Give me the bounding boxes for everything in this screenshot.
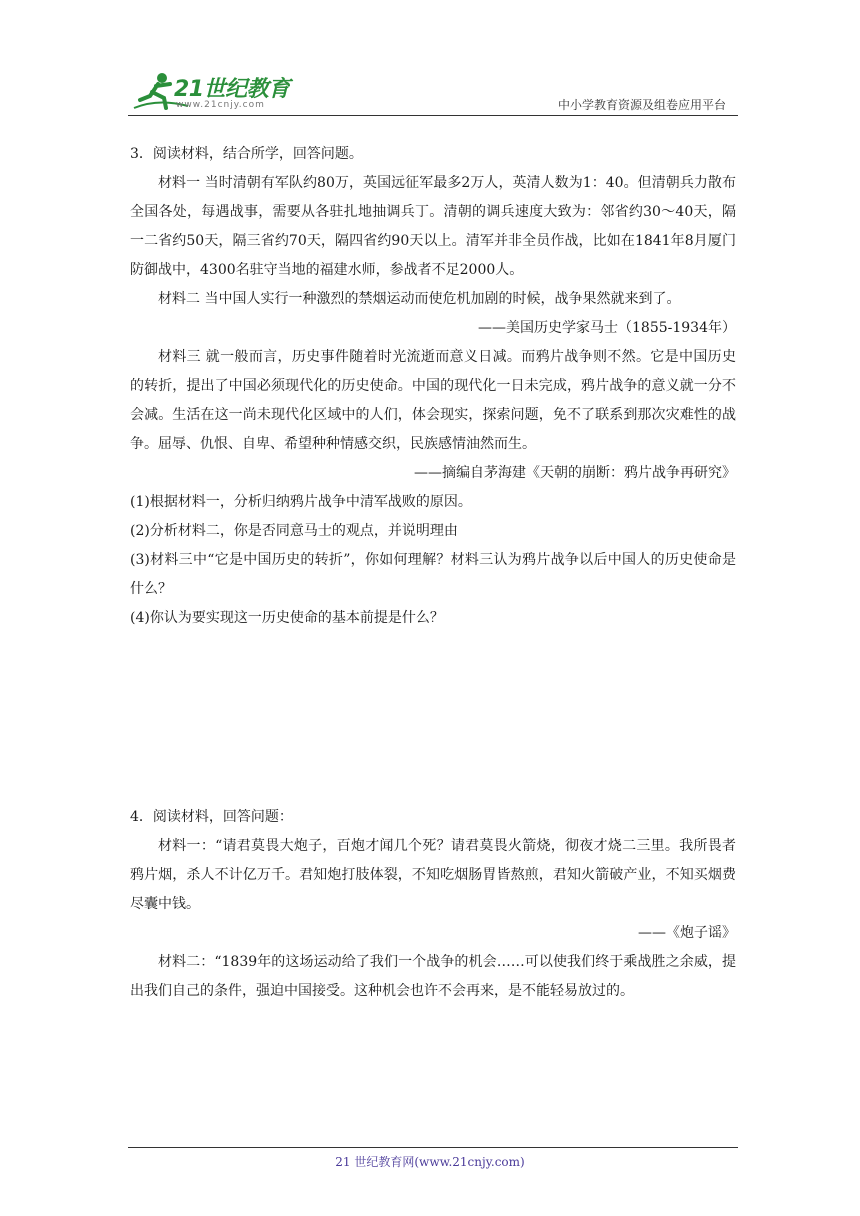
q3-material-2: 材料二 当中国人实行一种激烈的禁烟运动而使危机加剧的时候，战争果然就来到了。 [158, 291, 681, 307]
q3-sub-1: (1)根据材料一，分析归纳鸦片战争中清军战败的原因。 [130, 494, 472, 510]
header-divider [128, 115, 738, 116]
q3-sub-4: (4)你认为要实现这一历史使命的基本前提是什么？ [130, 610, 444, 626]
document-body [130, 138, 736, 1006]
answer-space [130, 633, 736, 803]
q4-material-2: 材料二：“1839年的这场运动给了我们一个战争的机会……可以使我们终于乘战胜之余威，提出我们自己的条件，强迫中国接受。这种机会也许不会再来，是不能轻易放过的。 [130, 954, 736, 999]
q3-sub-2: (2)分析材料二，你是否同意马士的观点，并说明理由 [130, 523, 458, 539]
question-3-title: 3．阅读材料，结合所学，回答问题。 [130, 146, 363, 162]
q3-sub-3: (3)材料三中“它是中国历史的转折”，你如何理解？材料三认为鸦片战争以后中国人的历史使命是什么？ [130, 552, 736, 597]
q4-material-1-source: ——《炮子谣》 [638, 925, 736, 941]
page-header [0, 0, 860, 122]
footer-divider [128, 1147, 738, 1148]
q3-material-3: 材料三 就一般而言，历史事件随着时光流逝而意义日减。而鸦片战争则不然。它是中国历史的转折，提出了中国必须现代化的历史使命。中国的现代化一日未完成，鸦片战争的意义就一分不会减。生活在这一尚未现代化区域中的人们，体会现实，探索问题，免不了联系到那次灾难性的战争。屈辱、仇恨、自卑、希望种种情感交织，民族感情油然而生。 [130, 349, 736, 452]
question-4-title: 4．阅读材料，回答问题： [130, 809, 293, 825]
platform-name: 中小学教育资源及组卷应用平台 [557, 98, 726, 112]
logo-text: 21世纪教育 [174, 77, 290, 102]
q3-material-2-source: ——美国历史学家马士（1855-1934年） [478, 320, 736, 336]
logo-url: www.21cnjy.com [176, 100, 265, 110]
q4-material-1: 材料一：“请君莫畏大炮子，百炮才闻几个死？请君莫畏火箭烧，彻夜才烧二三里。我所畏者鸦片烟，杀人不计亿万千。君知炮打肢体裂，不知吃烟肠胃皆熬煎，君知火箭破产业，不知买烟费尽囊中钱。 [130, 838, 736, 912]
q3-material-1: 材料一 当时清朝有军队约80万，英国远征军最多2万人，英清人数为1：40。但清朝兵力散布全国各处，每遇战事，需要从各驻扎地抽调兵丁。清朝的调兵速度大致为：邻省约30～40天，隔一二省约50天，隔三省约70天，隔四省约90天以上。清军并非全员作战，比如在1841年8月厦门防御战中，4300名驻守当地的福建水师，参战者不足2000人。 [130, 175, 736, 278]
q3-material-3-source: ——摘编自茅海建《天朝的崩断：鸦片战争再研究》 [414, 465, 736, 481]
page-footer: 21 世纪教育网(www.21cnjy.com) [335, 1155, 525, 1169]
